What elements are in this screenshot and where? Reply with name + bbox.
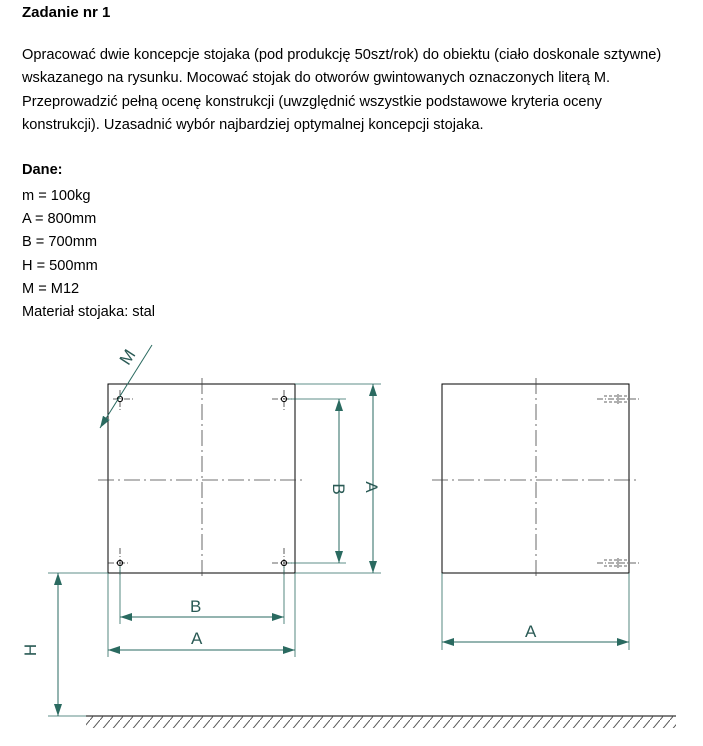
- thread-label: M: [115, 346, 140, 369]
- description-line: konstrukcji). Uzasadnić wybór najbardziej optymalnej koncepcji stojaka.: [22, 116, 484, 133]
- dimension-h-label: H: [21, 643, 40, 657]
- top-view: [98, 345, 381, 657]
- description-line: Przeprowadzić pełną ocenę konstrukcji (uwzględnić wszystkie podstawowe kryteria oceny: [22, 93, 602, 110]
- description-line: Opracować dwie koncepcje stojaka (pod produkcję 50szt/rok) do obiektu (ciało doskonale sztywne): [22, 47, 662, 63]
- dimension-b-vertical: [288, 399, 346, 563]
- dimension-a-horizontal-label: A: [191, 629, 203, 648]
- dimension-a-side-label: A: [525, 622, 537, 641]
- dimension-b-vertical-label: B: [329, 483, 348, 495]
- given-item-a: A = 800mm: [22, 211, 97, 228]
- given-item-mass: m = 100kg: [22, 188, 91, 204]
- dimension-a-vertical-label: A: [362, 481, 381, 493]
- description-line: wskazanego na rysunku. Mocować stojak do otworów gwintowanych oznaczonych literą M.: [22, 70, 611, 87]
- given-item-b: B = 700mm: [22, 234, 98, 251]
- dimension-a-vertical: [295, 384, 381, 573]
- dimension-h: [48, 573, 108, 716]
- given-heading: Dane:: [22, 162, 63, 178]
- side-view: [432, 378, 640, 650]
- given-item-h: H = 500mm: [22, 257, 98, 274]
- ground: [86, 716, 676, 728]
- given-item-thread: M = M12: [22, 280, 80, 297]
- side-view-outline: [442, 384, 629, 573]
- task-title: Zadanie nr 1: [22, 4, 111, 21]
- dimension-b-horizontal-label: B: [190, 597, 202, 616]
- given-item-material: Materiał stojaka: stal: [22, 304, 156, 321]
- side-view-hidden-holes: [597, 394, 640, 568]
- top-view-outline: [108, 384, 295, 573]
